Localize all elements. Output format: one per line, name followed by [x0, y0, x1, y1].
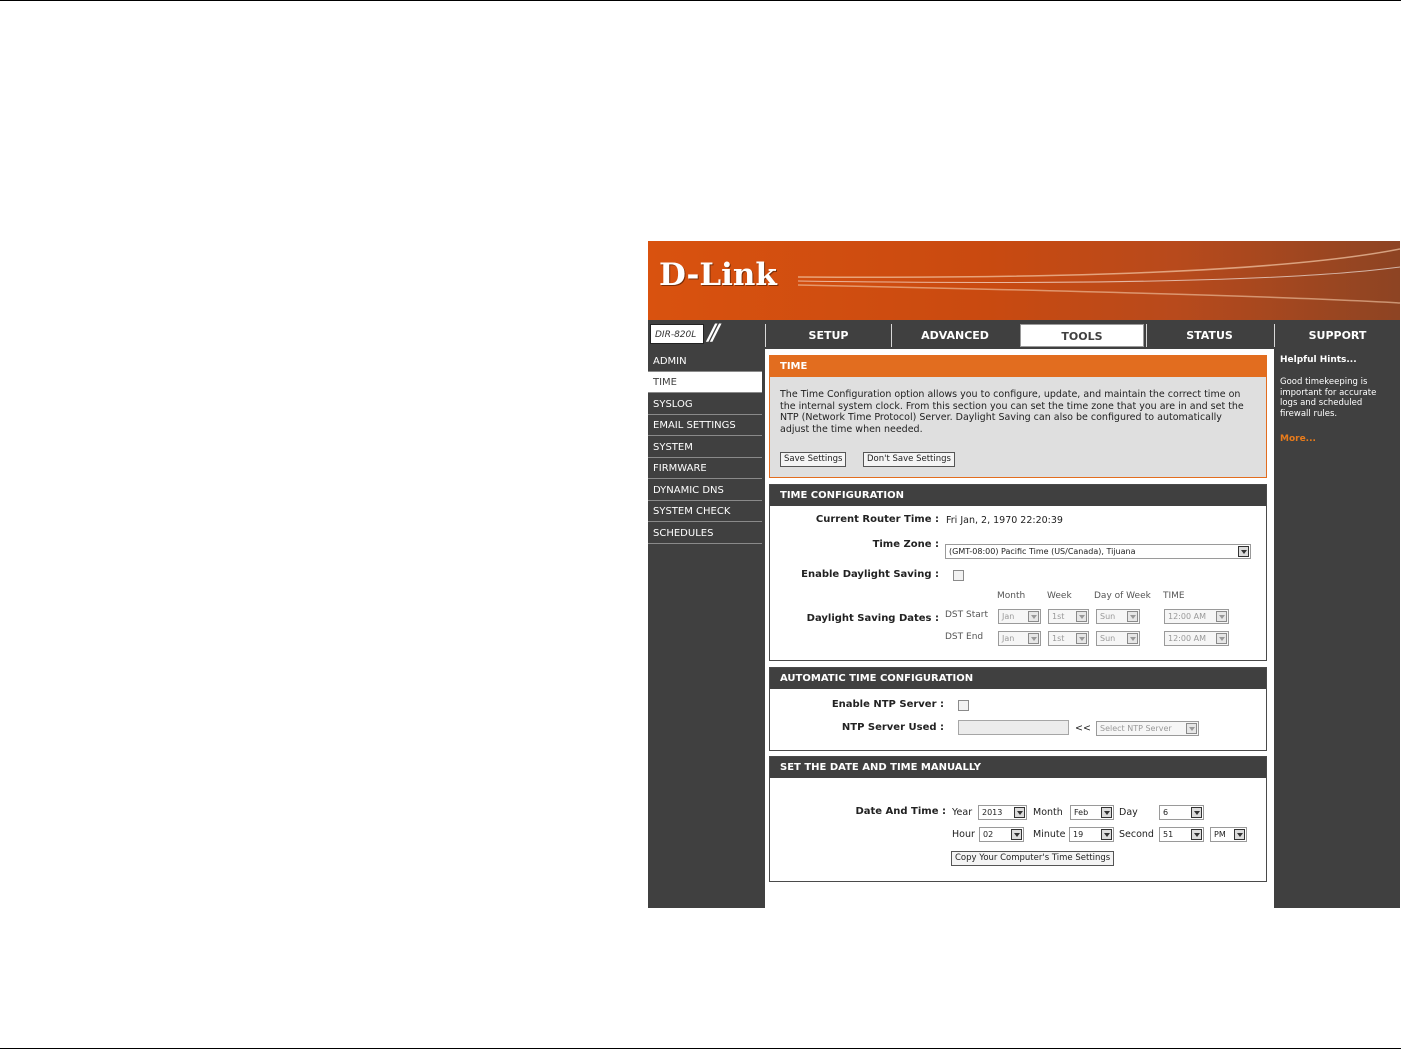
chevron-down-icon	[1238, 546, 1249, 557]
help-more-link[interactable]: More...	[1280, 434, 1316, 444]
am-pm-value: PM	[1214, 830, 1226, 839]
dst-start-week-value: 1st	[1052, 612, 1065, 621]
automatic-time-panel	[769, 667, 1267, 751]
hour-value: 02	[983, 830, 994, 839]
dst-start-time-value: 12:00 AM	[1168, 612, 1206, 621]
current-router-time-value: Fri Jan, 2, 1970 22:20:39	[946, 515, 1063, 526]
dst-start-dow-select[interactable]	[1096, 609, 1140, 624]
dst-end-month-select[interactable]	[998, 631, 1041, 646]
sidebar-item-admin[interactable]: ADMIN	[648, 351, 762, 372]
chevron-down-icon	[1216, 611, 1227, 622]
dst-end-week-select[interactable]	[1048, 631, 1089, 646]
sidebar-item-system-check[interactable]: SYSTEM CHECK	[648, 501, 762, 522]
time-section-title: TIME	[770, 356, 1266, 377]
tab-support[interactable]: SUPPORT	[1274, 324, 1400, 347]
current-router-time-label: Current Router Time :	[815, 514, 939, 525]
sidebar-item-syslog[interactable]: SYSLOG	[648, 394, 762, 415]
chevron-down-icon	[1028, 611, 1039, 622]
chevron-down-icon	[1076, 633, 1087, 644]
day-label: Day	[1119, 807, 1138, 818]
time-intro-panel	[769, 355, 1267, 478]
dst-end-dow-select[interactable]	[1096, 631, 1140, 646]
second-value: 51	[1163, 830, 1174, 839]
tab-setup[interactable]: SETUP	[765, 324, 891, 347]
header-banner	[648, 241, 1400, 320]
ntp-copy-arrows: <<	[1075, 723, 1091, 734]
dst-start-month-select[interactable]	[998, 609, 1041, 624]
chevron-down-icon	[1076, 611, 1087, 622]
date-and-time-label: Date And Time :	[855, 806, 946, 817]
tab-advanced[interactable]: ADVANCED	[891, 324, 1018, 347]
helpful-hints-panel	[1274, 349, 1400, 908]
dst-end-time-value: 12:00 AM	[1168, 634, 1206, 643]
model-slash-decoration: //	[708, 321, 717, 346]
dst-start-week-select[interactable]	[1048, 609, 1089, 624]
dont-save-settings-button[interactable]: Don't Save Settings	[863, 452, 955, 467]
dlink-logo: D-Link	[659, 257, 777, 293]
chevron-down-icon	[1191, 829, 1202, 840]
chevron-down-icon	[1014, 807, 1025, 818]
sidebar-item-schedules[interactable]: SCHEDULES	[648, 523, 762, 544]
minute-label: Minute	[1033, 829, 1066, 840]
minute-select[interactable]	[1069, 827, 1114, 842]
chevron-down-icon	[1191, 807, 1202, 818]
enable-daylight-saving-label: Enable Daylight Saving :	[801, 569, 939, 580]
dst-end-dow-value: Sun	[1100, 634, 1116, 643]
manual-date-time-panel	[769, 756, 1267, 882]
dst-start-time-select[interactable]	[1164, 609, 1229, 624]
month-select[interactable]	[1070, 805, 1114, 820]
dst-end-time-select[interactable]	[1164, 631, 1229, 646]
dst-start-label: DST Start	[945, 610, 988, 620]
time-zone-label: Time Zone :	[872, 539, 939, 550]
sidebar-item-firmware[interactable]: FIRMWARE	[648, 458, 762, 479]
ntp-server-input[interactable]	[958, 720, 1069, 735]
chevron-down-icon	[1216, 633, 1227, 644]
router-admin-window	[648, 241, 1400, 908]
dst-end-label: DST End	[945, 632, 984, 642]
dst-col-week: Week	[1047, 591, 1072, 601]
chevron-down-icon	[1186, 723, 1197, 734]
manual-title: SET THE DATE AND TIME MANUALLY	[770, 757, 1266, 778]
daylight-saving-checkbox[interactable]	[953, 570, 964, 581]
auto-time-title: AUTOMATIC TIME CONFIGURATION	[770, 668, 1266, 689]
daylight-saving-dates-label: Daylight Saving Dates :	[806, 613, 939, 624]
helpful-hints-text: Good timekeeping is important for accurate logs and scheduled firewall rules.	[1280, 377, 1377, 419]
helpful-hints-title: Helpful Hints...	[1280, 355, 1357, 365]
dst-start-month-value: Jan	[1002, 612, 1015, 621]
time-description: The Time Configuration option allows you to configure, update, and maintain the correct time on the internal system clock. From this section you can set the time zone that you are in and set the NTP (Network Time Protocol) Server. Daylight Saving can also be configured to automatically adjust the time when needed.	[780, 389, 1244, 435]
chevron-down-icon	[1011, 829, 1022, 840]
chevron-down-icon	[1028, 633, 1039, 644]
model-badge: DIR-820L	[650, 324, 704, 344]
am-pm-select[interactable]	[1210, 827, 1247, 842]
enable-ntp-checkbox[interactable]	[958, 700, 969, 711]
chevron-down-icon	[1234, 829, 1245, 840]
dst-col-month: Month	[997, 591, 1026, 601]
dst-col-day-of-week: Day of Week	[1094, 591, 1151, 601]
time-config-title: TIME CONFIGURATION	[770, 485, 1266, 506]
hour-label: Hour	[952, 829, 975, 840]
second-select[interactable]	[1159, 827, 1204, 842]
day-select[interactable]	[1159, 805, 1204, 820]
hour-select[interactable]	[979, 827, 1024, 842]
minute-value: 19	[1073, 830, 1084, 839]
sidebar-item-email-settings[interactable]: EMAIL SETTINGS	[648, 415, 762, 436]
sidebar-item-time[interactable]: TIME	[648, 372, 762, 393]
ntp-server-used-label: NTP Server Used :	[841, 722, 944, 733]
month-label: Month	[1033, 807, 1063, 818]
day-value: 6	[1163, 808, 1169, 817]
dst-start-dow-value: Sun	[1100, 612, 1116, 621]
save-settings-button[interactable]: Save Settings	[780, 452, 846, 467]
year-value: 2013	[982, 808, 1003, 817]
tab-status[interactable]: STATUS	[1146, 324, 1272, 347]
sidebar-item-dynamic-dns[interactable]: DYNAMIC DNS	[648, 480, 762, 501]
sidebar-item-system[interactable]: SYSTEM	[648, 437, 762, 458]
time-zone-select[interactable]	[945, 544, 1251, 559]
chevron-down-icon	[1127, 611, 1138, 622]
page-top-rule	[0, 0, 1401, 1]
dst-end-week-value: 1st	[1052, 634, 1065, 643]
ntp-server-select[interactable]	[1096, 721, 1199, 736]
year-select[interactable]	[978, 805, 1027, 820]
month-value: Feb	[1074, 808, 1089, 817]
copy-computer-time-button[interactable]: Copy Your Computer's Time Settings	[951, 851, 1114, 866]
chevron-down-icon	[1127, 633, 1138, 644]
time-configuration-panel	[769, 484, 1267, 661]
time-zone-value: (GMT-08:00) Pacific Time (US/Canada), Tijuana	[949, 547, 1136, 556]
year-label: Year	[952, 807, 973, 818]
chevron-down-icon	[1101, 807, 1112, 818]
chevron-down-icon	[1101, 829, 1112, 840]
dst-end-month-value: Jan	[1002, 634, 1015, 643]
dst-col-time: TIME	[1163, 591, 1185, 601]
page-bottom-rule	[0, 1048, 1401, 1049]
enable-ntp-label: Enable NTP Server :	[831, 699, 944, 710]
ntp-server-select-value: Select NTP Server	[1100, 724, 1172, 733]
second-label: Second	[1119, 829, 1154, 840]
tab-tools[interactable]: TOOLS	[1020, 324, 1144, 347]
